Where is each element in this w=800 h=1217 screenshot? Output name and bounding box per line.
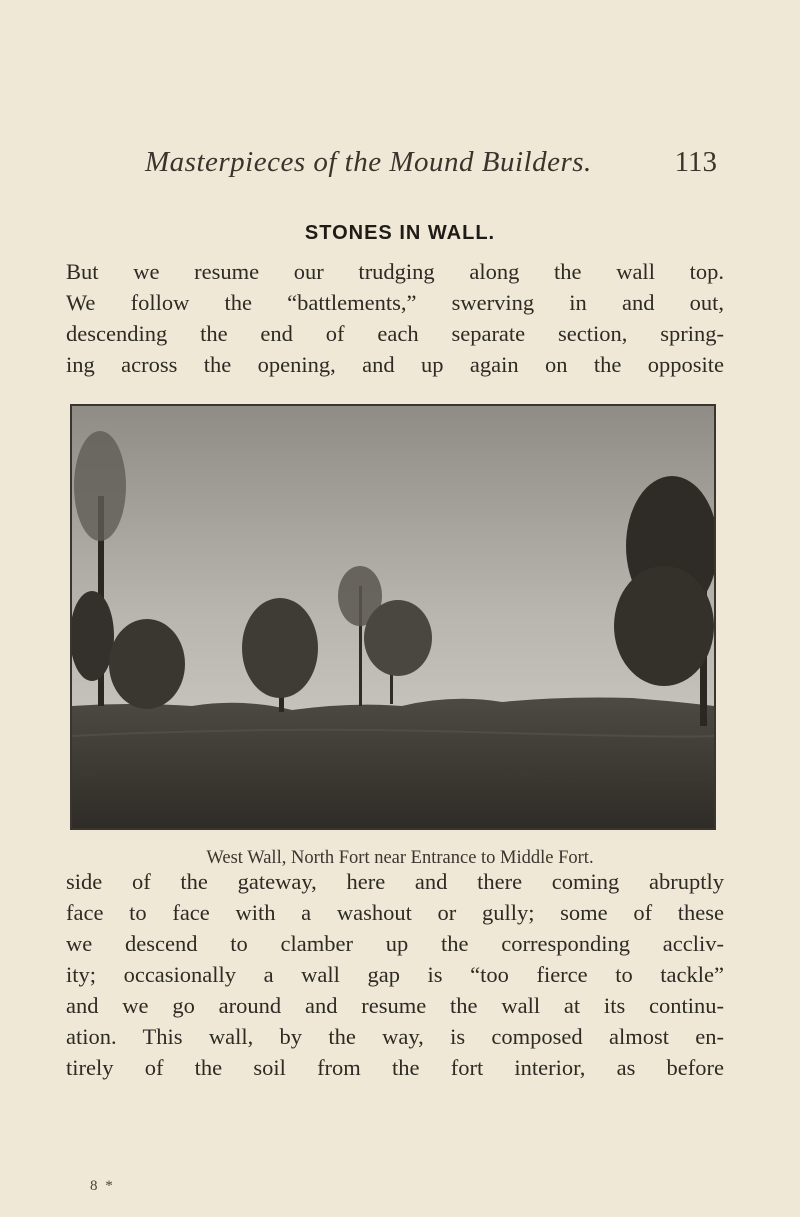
text-line: We follow the “battlements,” swerving in and out, [66, 290, 724, 315]
text-line: But we resume our trudging along the wall top. [66, 259, 724, 284]
text-line: face to face with a washout or gully; some of these [66, 900, 724, 925]
text-line: ing across the opening, and up again on the opposite [66, 352, 724, 377]
text-line: side of the gateway, here and there coming abruptly [66, 869, 724, 894]
section-heading: STONES IN WALL. [304, 222, 496, 244]
running-title: Masterpieces of the Mound Builders. [145, 146, 592, 178]
photo-illustration [72, 406, 714, 828]
text-line: ation. This wall, by the way, is composed almost en- [66, 1024, 724, 1049]
photograph-west-wall [70, 404, 716, 830]
text-line: ity; occasionally a wall gap is “too fierce to tackle” [66, 962, 724, 987]
text-line: descending the end of each separate section, spring- [66, 321, 724, 346]
text-line: tirely of the soil from the fort interior, as before [66, 1055, 724, 1080]
paragraph-2 [66, 866, 724, 1083]
signature-mark: 8 * [90, 1178, 115, 1194]
page-header [145, 146, 725, 186]
text-line: and we go around and resume the wall at its continu- [66, 993, 724, 1018]
page-number: 113 [674, 146, 717, 178]
figure-caption: West Wall, North Fort near Entrance to Middle Fort. [206, 848, 594, 868]
text-line: we descend to clamber up the corresponding accliv- [66, 931, 724, 956]
paragraph-1 [66, 256, 724, 380]
